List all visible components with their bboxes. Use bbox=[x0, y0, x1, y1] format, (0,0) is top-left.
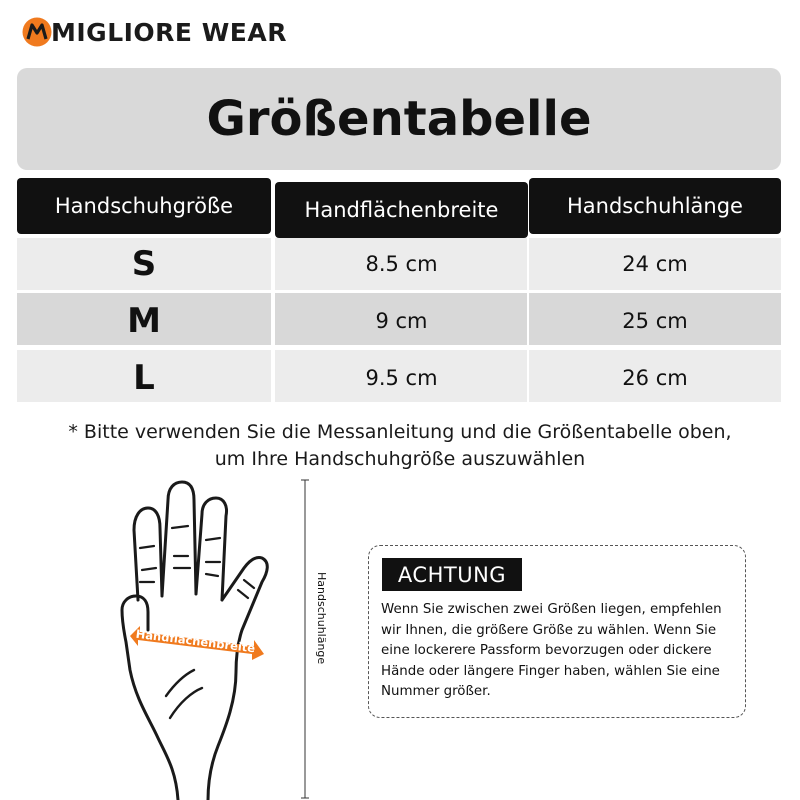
length-cell-m: 25 cm bbox=[622, 309, 688, 333]
brand-name: MIGLIORE WEAR bbox=[51, 17, 287, 47]
length-label: Handschuhlänge bbox=[315, 572, 328, 665]
column-header-palm-width: Handflächenbreite bbox=[275, 182, 528, 238]
size-cell-m: M bbox=[127, 301, 161, 341]
attention-badge: ACHTUNG bbox=[382, 558, 522, 591]
attention-text: Wenn Sie zwischen zwei Größen liegen, empfehlen wir Ihnen, die größere Größe zu wählen. Wenn Sie eine lockerere Passform bevorzugen oder dickere Hände oder längere Finger haben, wählen Sie eine Nummer größer. bbox=[381, 602, 722, 699]
palm-width-cell-s: 8.5 cm bbox=[365, 252, 438, 276]
column-header-glove-length: Handschuhlänge bbox=[529, 178, 781, 234]
length-cell-l: 26 cm bbox=[622, 366, 688, 390]
title-banner bbox=[17, 68, 781, 170]
note-line-1: * Bitte verwenden Sie die Messanleitung und die Größentabelle oben, bbox=[68, 421, 732, 443]
size-cell-s: S bbox=[131, 244, 157, 284]
column-header-glove-size: Handschuhgröße bbox=[17, 178, 271, 234]
palm-width-label: Handflächenbreite bbox=[135, 626, 256, 656]
palm-width-cell-l: 9.5 cm bbox=[365, 366, 438, 390]
length-cell-s: 24 cm bbox=[622, 252, 688, 276]
palm-width-cell-m: 9 cm bbox=[375, 309, 428, 333]
hand-outline-icon bbox=[110, 470, 310, 800]
page-title: Größentabelle bbox=[206, 91, 592, 147]
brand-logo-icon bbox=[22, 17, 52, 47]
size-cell-l: L bbox=[133, 358, 155, 398]
brand-logo bbox=[22, 12, 287, 52]
note-line-2: um Ihre Handschuhgröße auszuwählen bbox=[214, 448, 586, 470]
